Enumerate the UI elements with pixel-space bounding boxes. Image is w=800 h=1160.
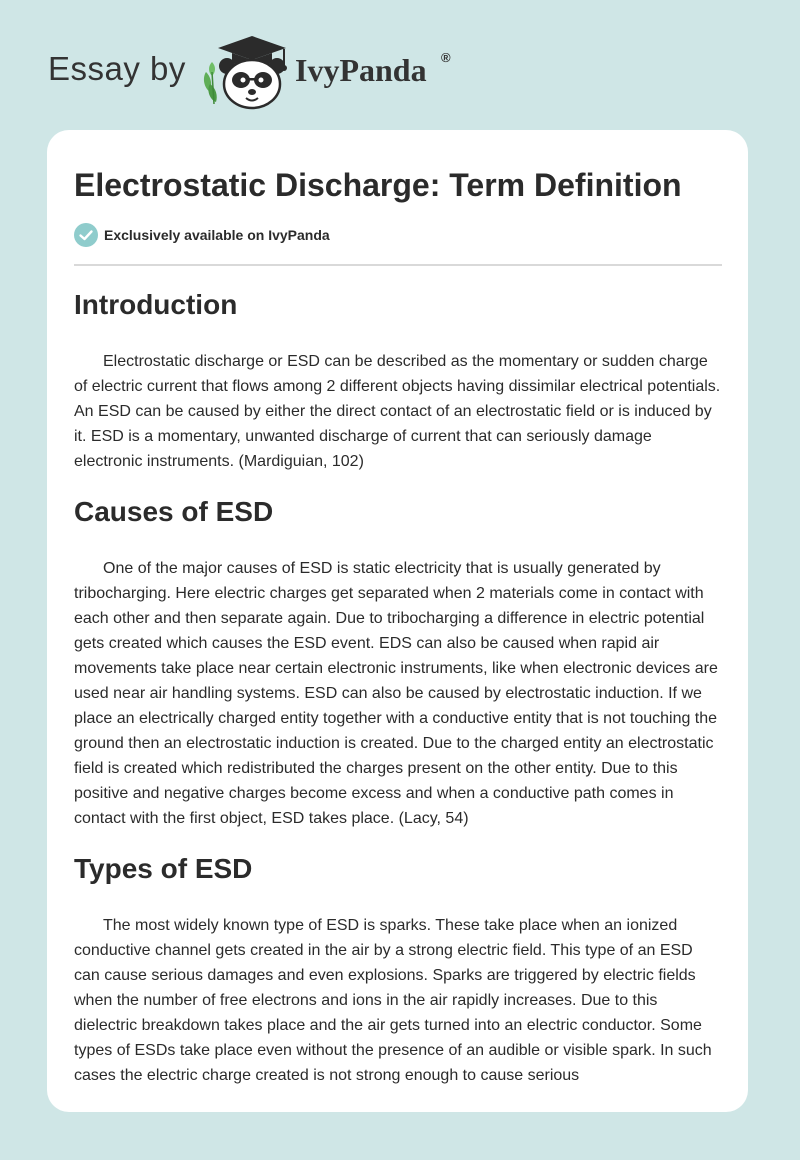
brand-header[interactable] — [48, 30, 468, 110]
divider — [74, 264, 722, 266]
section-paragraph-introduction: Electrostatic discharge or ESD can be described as the momentary or sudden charge of electric current that flows among 2 different objects having dissimilar electrical potentials. An ESD can be caused by either the direct contact of an electrostatic field or is induced by it. ESD is a momentary, unwanted discharge of current that can seriously damage electronic instruments. (Mardiguian, 102) — [74, 353, 721, 470]
registered-mark: ® — [441, 50, 451, 65]
section-paragraph-types: The most widely known type of ESD is sparks. These take place when an ionized conductive channel gets created in the air by a strong electric field. This type of an ESD can cause serious damages and even explosions. Sparks are triggered by electric fields when the number of free electrons and ions in the air rapidly increases. Due to this dielectric breakdown takes place and the air gets turned into an electric conductor. Some types of ESDs take place even without the presence of an audible or visible spark. In such cases the electric charge created is not strong enough to cause serious — [74, 917, 712, 1084]
section-heading-causes: Causes of ESD — [74, 496, 274, 527]
panda-logo-icon — [200, 32, 290, 110]
page-title: Electrostatic Discharge: Term Definition — [74, 167, 682, 203]
section-paragraph-causes: One of the major causes of ESD is static electricity that is usually generated by tribocharging. Here electric charges get separated when 2 materials come in contact with each other and then separate again. Due to tribocharging a difference in electric potential gets created which causes the ESD event. EDS can also be caused when rapid air movements take place near certain electronic instruments, like when electronic devices are used near air handling systems. ESD can also be caused by electrostatic induction. If we place an electrically charged entity together with a conductive entity that is not touching the ground then an electrostatic induction is created. Due to the charged entity an electrostatic field is created which redistributed the charges present on the other entity. Due to this positive and negative charges become excess and when a conductive path comes in contact with the first object, ESD takes place. (Lacy, 54) — [74, 560, 718, 827]
section-heading-introduction: Introduction — [74, 289, 238, 320]
brand-prefix: Essay by — [48, 50, 186, 87]
brand-name: IvyPanda — [295, 52, 427, 88]
badge-text: Exclusively available on IvyPanda — [104, 227, 330, 243]
check-circle-icon — [74, 223, 98, 247]
exclusive-badge — [74, 222, 722, 248]
essay-card — [47, 130, 748, 1112]
section-heading-types: Types of ESD — [74, 853, 253, 884]
